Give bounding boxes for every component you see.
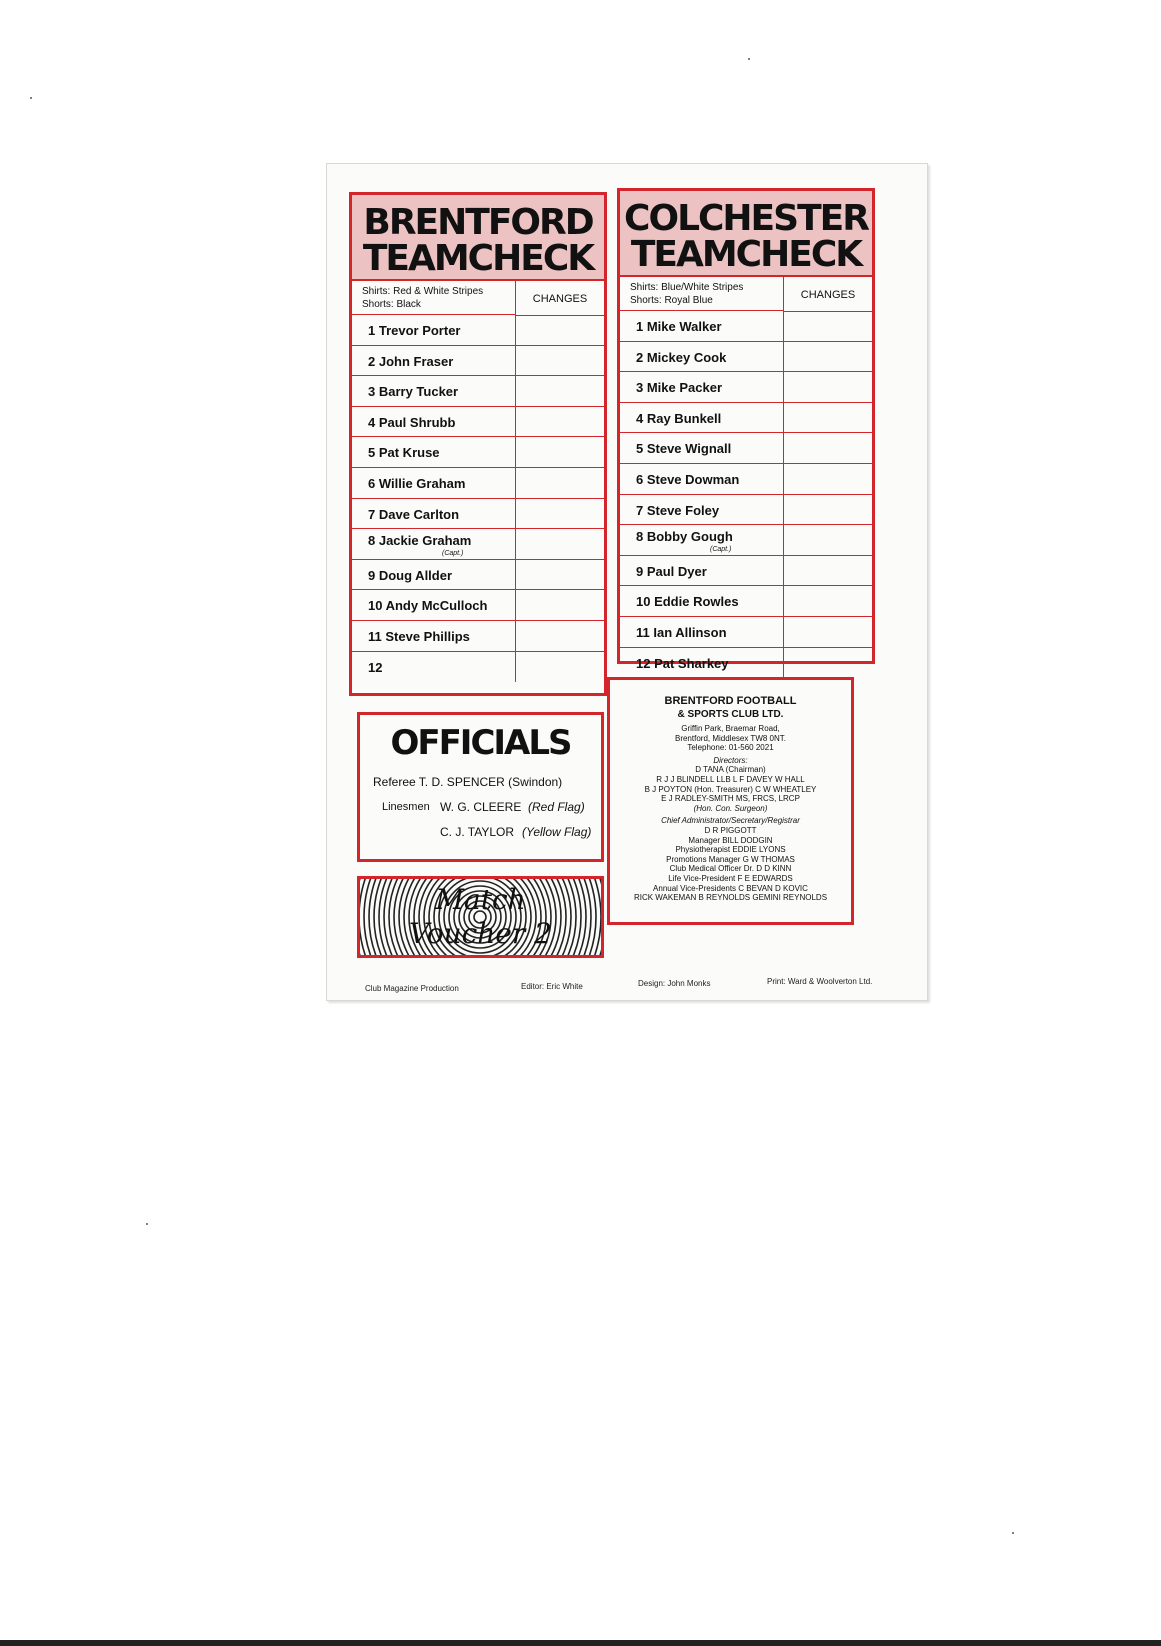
player-row: [620, 342, 872, 373]
player-name: 8 Bobby Gough: [636, 529, 733, 545]
captain-note: (Capt.): [442, 550, 464, 558]
player-name: 5 Pat Kruse: [368, 445, 440, 461]
player-row: [352, 315, 604, 346]
club-name-2: & SPORTS CLUB LTD.: [677, 709, 784, 720]
changes-cell[interactable]: [783, 342, 872, 372]
changes-cell[interactable]: [515, 621, 604, 651]
officials-panel: [357, 712, 604, 862]
scan-bottom-edge: [0, 1640, 1161, 1646]
player-name: 10 Eddie Rowles: [636, 594, 739, 610]
player-name: 3 Mike Packer: [636, 380, 723, 396]
player-row: [352, 652, 604, 683]
club-address-1: Griffin Park, Braemar Road,: [681, 724, 780, 733]
colchester-changes-header: CHANGES: [783, 275, 872, 312]
linesman-1-flag: (Red Flag): [528, 800, 585, 814]
player-name: 1 Trevor Porter: [368, 323, 461, 338]
player-name: 4 Paul Shrubb: [368, 414, 456, 430]
physiotherapist: Physiotherapist EDDIE LYONS: [675, 845, 786, 855]
directors-line-3: E J RADLEY-SMITH MS, FRCS, LRCP: [661, 794, 800, 804]
club-name-1: BRENTFORD FOOTBALL: [664, 695, 797, 707]
voucher-pattern: [360, 879, 601, 955]
colchester-teamcheck-title: TEAMCHECK: [630, 234, 862, 275]
player-name: 2 Mickey Cook: [636, 349, 727, 365]
player-name: 12: [368, 659, 383, 675]
player-row: [352, 529, 604, 560]
changes-cell[interactable]: [783, 311, 872, 341]
medical-officer: Club Medical Officer Dr. D D KINN: [669, 864, 792, 874]
changes-cell[interactable]: [783, 556, 872, 586]
speck: [30, 97, 32, 99]
colchester-kit: [620, 275, 783, 311]
annual-vice-presidents-2: RICK WAKEMAN B REYNOLDS GEMINI REYNOLDS: [633, 893, 828, 903]
player-row: [352, 468, 604, 499]
speck: [146, 1223, 148, 1225]
player-name: 12 Pat Sharkey: [636, 655, 729, 671]
player-row: [352, 560, 604, 591]
player-name: 9 Paul Dyer: [636, 563, 707, 579]
player-name: 8 Jackie Graham: [368, 533, 472, 549]
changes-cell[interactable]: [515, 590, 604, 620]
directors-line-2: B J POYTON (Hon. Treasurer) C W WHEATLEY: [644, 784, 817, 794]
player-name: 1 Mike Walker: [636, 319, 722, 334]
footer-editor: Editor: Eric White: [521, 982, 583, 991]
player-row: [352, 346, 604, 377]
player-row: [620, 311, 872, 342]
player-row: [620, 586, 872, 617]
player-name: 3 Barry Tucker: [368, 384, 459, 400]
player-row: [620, 556, 872, 587]
player-row: [620, 372, 872, 403]
directors-label: Directors:: [713, 755, 748, 765]
footer-production: Club Magazine Production: [365, 984, 459, 993]
colchester-teamcheck-header: [620, 191, 872, 277]
manager: Manager BILL DODGIN: [688, 835, 773, 845]
changes-cell[interactable]: [783, 403, 872, 433]
player-row: [620, 495, 872, 526]
brentford-teamcheck-title: TEAMCHECK: [362, 238, 594, 279]
annual-vice-presidents: Annual Vice-Presidents C BEVAN D KOVIC: [653, 883, 808, 893]
changes-cell[interactable]: [515, 376, 604, 406]
changes-cell[interactable]: [515, 560, 604, 590]
programme-page: [326, 163, 928, 1001]
voucher-line-2: Voucher 2: [409, 917, 552, 950]
player-row: [620, 433, 872, 464]
player-name: 2 John Fraser: [368, 353, 454, 369]
speck: [1012, 1532, 1014, 1534]
player-row: [620, 617, 872, 648]
linesman-2: C. J. TAYLOR: [440, 825, 515, 839]
admin-label: Chief Administrator/Secretary/Registrar: [661, 816, 800, 826]
admin-name: D R PIGGOTT: [704, 825, 757, 835]
changes-cell[interactable]: [515, 407, 604, 437]
player-name: 6 Willie Graham: [368, 475, 466, 491]
brentford-teamcheck-panel: [349, 192, 607, 696]
directors-line-4: (Hon. Con. Surgeon): [693, 803, 768, 813]
club-address-2: Brentford, Middlesex TW8 0NT.: [674, 733, 786, 743]
player-row: [620, 525, 872, 556]
player-row: [620, 403, 872, 434]
speck: [748, 58, 750, 60]
player-row: [352, 499, 604, 530]
changes-cell[interactable]: [515, 499, 604, 529]
linesman-2-flag: (Yellow Flag): [522, 825, 592, 839]
colchester-teamcheck-panel: [617, 188, 875, 671]
brentford-teamcheck-header: [352, 195, 604, 281]
brentford-title: BRENTFORD: [363, 202, 593, 243]
player-name: 10 Andy McCulloch: [368, 598, 488, 614]
footer-print: Print: Ward & Woolverton Ltd.: [767, 977, 873, 986]
brentford-changes-header: CHANGES: [515, 279, 604, 316]
changes-cell[interactable]: [783, 617, 872, 647]
officials-title: OFFICIALS: [390, 723, 571, 763]
voucher-line-1: Match: [435, 883, 526, 916]
player-row: [620, 648, 872, 679]
colchester-title: COLCHESTER: [624, 198, 868, 239]
changes-cell[interactable]: [515, 652, 604, 683]
captain-note: (Capt.): [710, 546, 732, 554]
changes-cell[interactable]: [783, 495, 872, 525]
brentford-kit: [352, 279, 515, 315]
player-name: 4 Ray Bunkell: [636, 410, 722, 426]
changes-cell[interactable]: [515, 437, 604, 467]
changes-cell[interactable]: [515, 315, 604, 345]
changes-cell[interactable]: [783, 433, 872, 463]
club-telephone: Telephone: 01-560 2021: [687, 743, 774, 753]
changes-cell[interactable]: [783, 648, 872, 679]
directors-line-1: R J J BLINDELL LLB L F DAVEY W HALL: [656, 774, 805, 784]
changes-cell[interactable]: [515, 468, 604, 498]
player-name: 11 Ian Allinson: [636, 624, 727, 640]
player-row: [620, 464, 872, 495]
player-name: 6 Steve Dowman: [636, 471, 740, 487]
changes-cell[interactable]: [515, 346, 604, 376]
brentford-shirts: Shirts: Red & White Stripes: [362, 286, 484, 297]
colchester-shirts: Shirts: Blue/White Stripes: [630, 282, 744, 293]
changes-cell[interactable]: [783, 372, 872, 402]
changes-cell[interactable]: [783, 586, 872, 616]
changes-cell[interactable]: [783, 464, 872, 494]
match-voucher: [357, 876, 604, 958]
player-name: 9 Doug Allder: [368, 567, 453, 583]
changes-cell[interactable]: [515, 529, 604, 559]
promotions-manager: Promotions Manager G W THOMAS: [666, 854, 795, 864]
player-row: [352, 590, 604, 621]
colchester-shorts: Shorts: Royal Blue: [630, 295, 713, 306]
player-row: [352, 376, 604, 407]
linesman-1: W. G. CLEERE: [440, 800, 522, 814]
brentford-player-list: [352, 315, 604, 682]
linesmen-label: Linesmen: [382, 801, 430, 813]
player-name: 7 Steve Foley: [636, 502, 720, 518]
player-name: 7 Dave Carlton: [368, 506, 460, 522]
footer-design: Design: John Monks: [638, 979, 711, 988]
changes-cell[interactable]: [783, 525, 872, 555]
brentford-shorts: Shorts: Black: [362, 299, 421, 310]
player-row: [352, 621, 604, 652]
player-name: 5 Steve Wignall: [636, 441, 732, 457]
referee-line: Referee T. D. SPENCER (Swindon): [373, 775, 563, 789]
chairman: D TANA (Chairman): [695, 765, 766, 775]
life-vice-president: Life Vice-President F E EDWARDS: [668, 873, 793, 883]
player-name: 11 Steve Phillips: [368, 628, 470, 644]
club-info-panel: [607, 677, 854, 925]
colchester-player-list: [620, 311, 872, 678]
player-row: [352, 407, 604, 438]
player-row: [352, 437, 604, 468]
